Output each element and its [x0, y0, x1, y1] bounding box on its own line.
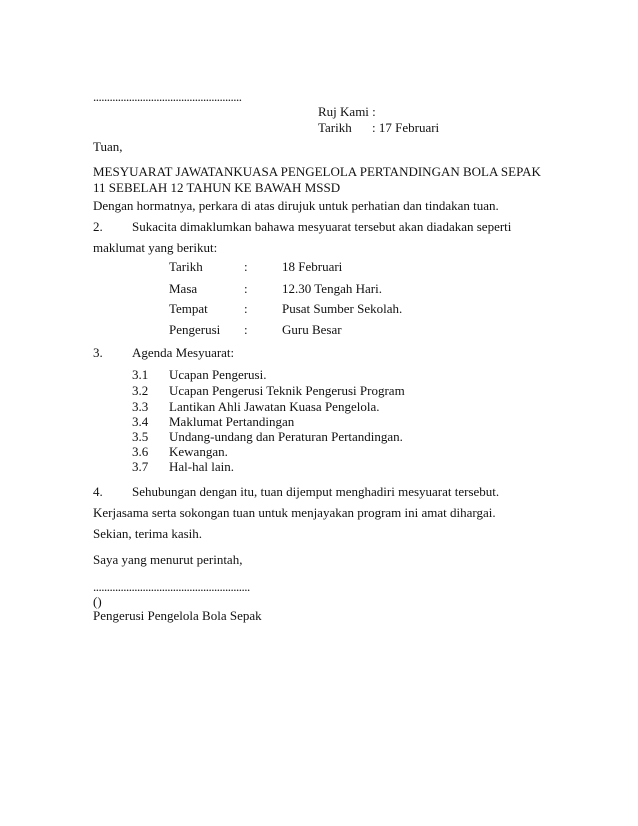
detail-value: 12.30 Tengah Hari.: [282, 281, 382, 296]
agenda-text: Maklumat Pertandingan: [169, 414, 295, 429]
agenda-number: 3.1: [132, 367, 149, 382]
detail-value: Pusat Sumber Sekolah.: [282, 301, 403, 316]
signature-dotted-line: .........................................................: [93, 579, 250, 594]
detail-colon: :: [244, 301, 248, 316]
para-2-line-1: Sukacita dimaklumkan bahawa mesyuarat tersebut akan diadakan seperti: [132, 219, 512, 234]
para-2-line-2: maklumat yang berikut:: [93, 240, 218, 255]
intro-paragraph: Dengan hormatnya, perkara di atas dirujuk untuk perhatian dan tindakan tuan.: [93, 198, 499, 213]
agenda-number: 3.3: [132, 399, 149, 414]
reference-label: Ruj Kami :: [318, 104, 376, 119]
agenda-text: Ucapan Pengerusi Teknik Pengerusi Program: [169, 383, 405, 398]
date-label: Tarikh: [318, 120, 352, 135]
signer-name: (): [93, 594, 102, 609]
detail-label: Pengerusi: [169, 322, 221, 337]
agenda-text: Hal-hal lain.: [169, 459, 234, 474]
date-value: : 17 Februari: [372, 120, 440, 135]
agenda-number: 3.2: [132, 383, 149, 398]
detail-colon: :: [244, 322, 248, 337]
signer-title: Pengerusi Pengelola Bola Sepak: [93, 608, 262, 623]
agenda-heading: Agenda Mesyuarat:: [132, 345, 235, 360]
title-line-1: MESYUARAT JAWATANKUASA PENGELOLA PERTANDINGAN BOLA SEPAK: [93, 164, 541, 179]
agenda-text: Kewangan.: [169, 444, 228, 459]
agenda-text: Undang-undang dan Peraturan Pertandingan.: [169, 429, 403, 444]
agenda-number: 3.4: [132, 414, 149, 429]
para-3-number: 3.: [93, 345, 103, 360]
closing-sentence: Sekian, terima kasih.: [93, 526, 203, 541]
agenda-number: 3.7: [132, 459, 149, 474]
agenda-number: 3.6: [132, 444, 149, 459]
agenda-number: 3.5: [132, 429, 149, 444]
detail-label: Tarikh: [169, 259, 203, 274]
para-4-text: Sehubungan dengan itu, tuan dijemput menghadiri mesyuarat tersebut.: [132, 484, 500, 499]
signoff-line: Saya yang menurut perintah,: [93, 552, 243, 567]
detail-colon: :: [244, 259, 248, 274]
para-2-number: 2.: [93, 219, 103, 234]
cooperation-sentence: Kerjasama serta sokongan tuan untuk menjayakan program ini amat dihargai.: [93, 505, 496, 520]
agenda-text: Ucapan Pengerusi.: [169, 367, 267, 382]
agenda-text: Lantikan Ahli Jawatan Kuasa Pengelola.: [169, 399, 380, 414]
salutation: Tuan,: [93, 139, 123, 154]
title-line-2: 11 SEBELAH 12 TAHUN KE BAWAH MSSD: [93, 180, 341, 195]
para-4-number: 4.: [93, 484, 103, 499]
detail-label: Masa: [169, 281, 198, 296]
detail-value: Guru Besar: [282, 322, 342, 337]
sender-dotted-line: ......................................................: [93, 89, 242, 104]
detail-label: Tempat: [169, 301, 208, 316]
detail-colon: :: [244, 281, 248, 296]
detail-value: 18 Februari: [282, 259, 343, 274]
